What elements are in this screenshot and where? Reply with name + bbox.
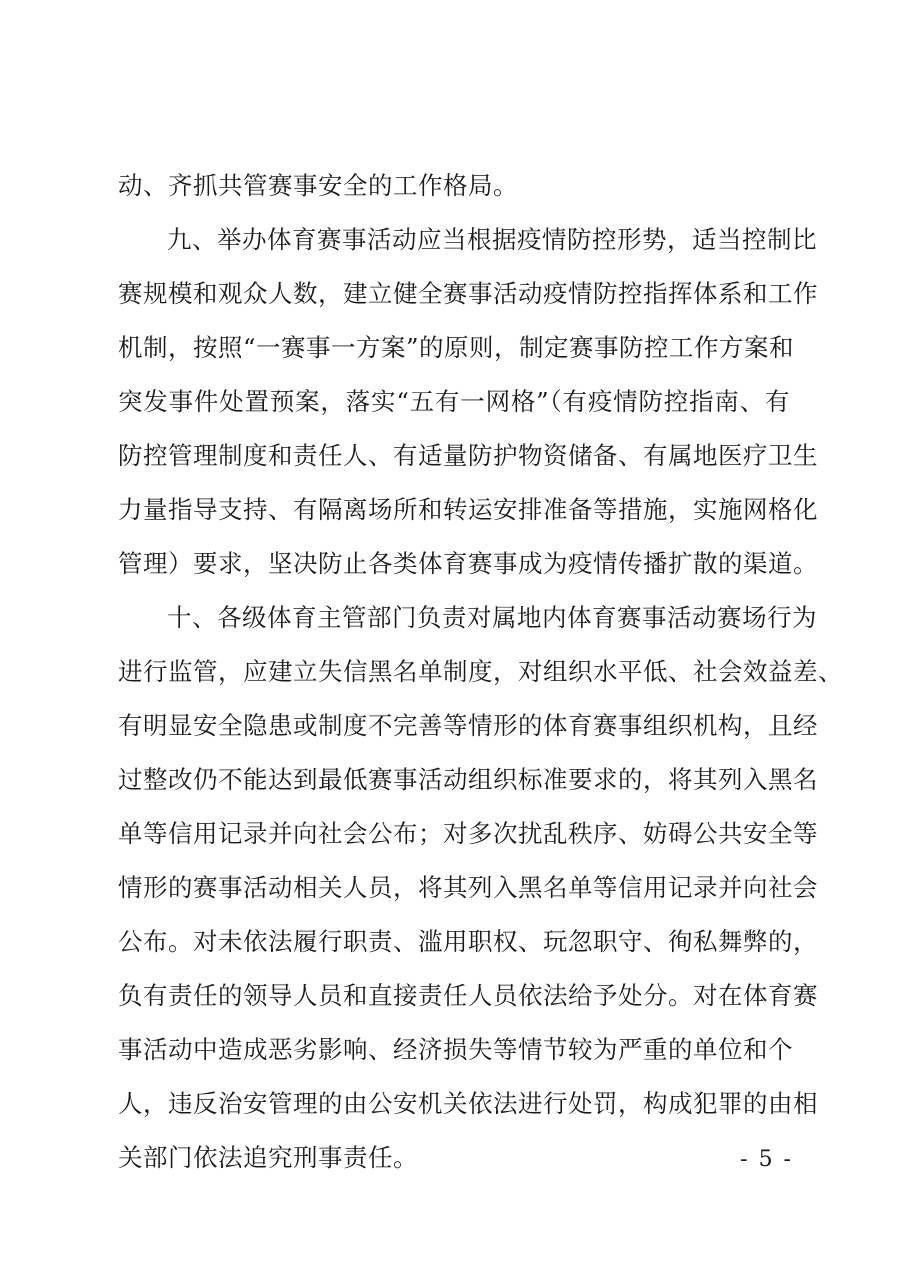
text-line: 事活动中造成恶劣影响、经济损失等情节较为严重的单位和个: [118, 1035, 793, 1064]
page-number: - 5 -: [740, 1147, 793, 1172]
text-line: 突发事件处置预案，落实“五有一网格”（有疫情防控指南、有: [118, 387, 790, 416]
text-line: 管理）要求，坚决防止各类体育赛事成为疫情传播扩散的渠道。: [118, 549, 818, 578]
text-line: 情形的赛事活动相关人员，将其列入黑名单等信用记录并向社会: [118, 873, 818, 902]
text-line: 负有责任的领导人员和直接责任人员依法给予处分。对在体育赛: [118, 981, 818, 1010]
text-line: 防控管理制度和责任人、有适量防护物资储备、有属地医疗卫生: [118, 441, 818, 470]
text-line: 十、各级体育主管部门负责对属地内体育赛事活动赛场行为: [167, 603, 817, 632]
body-text: [118, 159, 843, 1185]
text-line: 关部门依法追究刑事责任。: [118, 1143, 418, 1172]
text-line: 人，违反治安管理的由公安机关依法进行处罚，构成犯罪的由相: [118, 1089, 818, 1118]
text-line: 单等信用记录并向社会公布；对多次扰乱秩序、妨碍公共安全等: [118, 819, 818, 848]
text-line: 九、举办体育赛事活动应当根据疫情防控形势，适当控制比: [167, 225, 817, 254]
text-line: 动、齐抓共管赛事安全的工作格局。: [118, 171, 518, 200]
text-line: 进行监管，应建立失信黑名单制度，对组织水平低、社会效益差、: [118, 657, 843, 686]
text-line: 机制，按照“一赛事一方案”的原则，制定赛事防控工作方案和: [118, 333, 795, 362]
text-line: 赛规模和观众人数，建立健全赛事活动疫情防控指挥体系和工作: [118, 279, 818, 308]
text-line: 过整改仍不能达到最低赛事活动组织标准要求的，将其列入黑名: [118, 765, 818, 794]
text-line: 公布。对未依法履行职责、滥用职权、玩忽职守、徇私舞弊的，: [118, 927, 818, 956]
text-line: 有明显安全隐患或制度不完善等情形的体育赛事组织机构，且经: [118, 711, 818, 740]
text-line: 力量指导支持、有隔离场所和转运安排准备等措施，实施网格化: [118, 495, 818, 524]
